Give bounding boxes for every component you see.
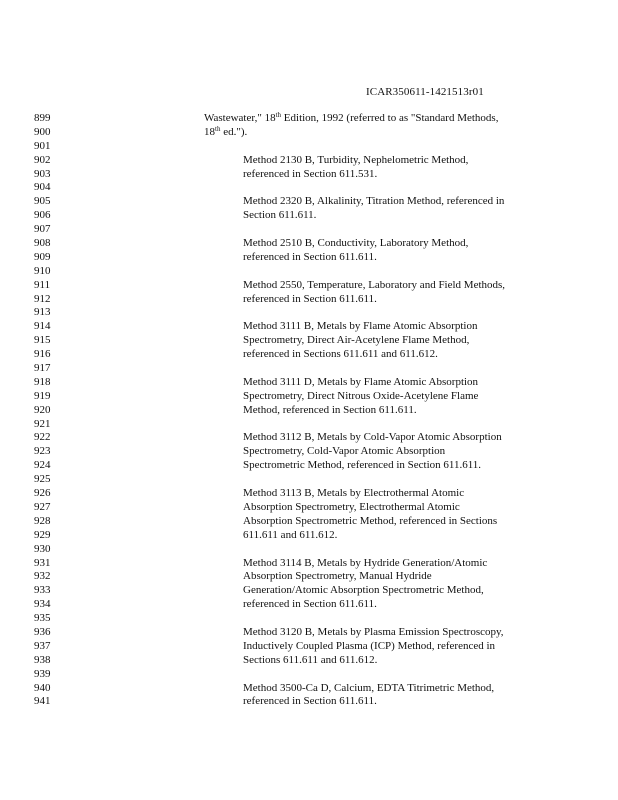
line-number: 914 bbox=[34, 320, 51, 333]
line-number: 901 bbox=[34, 139, 51, 152]
document-line bbox=[0, 168, 618, 182]
document-line bbox=[0, 640, 618, 654]
line-number: 904 bbox=[34, 181, 51, 194]
document-line bbox=[0, 654, 618, 668]
line-text: Sections 611.611 and 611.612. bbox=[243, 653, 378, 666]
document-id: ICAR350611-1421513r01 bbox=[366, 86, 484, 98]
line-number: 938 bbox=[34, 653, 51, 666]
line-text: Spectrometric Method, referenced in Section 611.611. bbox=[243, 459, 482, 472]
line-text: 18th ed."). bbox=[204, 124, 248, 138]
document-line bbox=[0, 501, 618, 515]
document-line bbox=[0, 598, 618, 612]
line-text: Method 2320 B, Alkalinity, Titration Method, referenced in bbox=[243, 195, 505, 208]
line-number: 920 bbox=[34, 403, 51, 416]
document-line bbox=[0, 223, 618, 237]
line-text: referenced in Sections 611.611 and 611.612. bbox=[243, 348, 438, 361]
line-text: Method 3112 B, Metals by Cold-Vapor Atomic Absorption bbox=[243, 431, 502, 444]
document-line bbox=[0, 265, 618, 279]
line-text: Method 3111 D, Metals by Flame Atomic Absorption bbox=[243, 375, 479, 388]
line-number: 918 bbox=[34, 375, 51, 388]
document-line bbox=[0, 181, 618, 195]
line-number: 919 bbox=[34, 389, 51, 402]
document-line bbox=[0, 320, 618, 334]
line-number: 912 bbox=[34, 292, 51, 305]
document-line bbox=[0, 126, 618, 140]
line-text: Method 2510 B, Conductivity, Laboratory Method, bbox=[243, 237, 469, 250]
line-text: referenced in Section 611.611. bbox=[243, 695, 377, 708]
line-number: 935 bbox=[34, 612, 51, 625]
line-number: 923 bbox=[34, 445, 51, 458]
line-text: Method 2550, Temperature, Laboratory and Field Methods, bbox=[243, 278, 506, 291]
line-text: referenced in Section 611.531. bbox=[243, 167, 378, 180]
line-number: 905 bbox=[34, 195, 51, 208]
document-line bbox=[0, 362, 618, 376]
document-line bbox=[0, 140, 618, 154]
line-number: 927 bbox=[34, 500, 51, 513]
document-line bbox=[0, 348, 618, 362]
line-number: 916 bbox=[34, 348, 51, 361]
line-number: 906 bbox=[34, 209, 51, 222]
document-line bbox=[0, 418, 618, 432]
document-line bbox=[0, 334, 618, 348]
line-text: referenced in Section 611.611. bbox=[243, 598, 377, 611]
document-line bbox=[0, 557, 618, 571]
line-text: Method 2130 B, Turbidity, Nephelometric Method, bbox=[243, 153, 469, 166]
line-number: 937 bbox=[34, 639, 51, 652]
line-number: 909 bbox=[34, 250, 51, 263]
document-line bbox=[0, 668, 618, 682]
line-text: Inductively Coupled Plasma (ICP) Method, referenced in bbox=[243, 639, 496, 652]
line-number: 941 bbox=[34, 695, 51, 708]
document-line bbox=[0, 543, 618, 557]
line-number: 903 bbox=[34, 167, 51, 180]
line-number: 913 bbox=[34, 306, 51, 319]
document-line bbox=[0, 390, 618, 404]
line-text: 611.611 and 611.612. bbox=[243, 528, 338, 541]
line-number: 900 bbox=[34, 125, 51, 138]
line-number: 908 bbox=[34, 237, 51, 250]
line-number: 925 bbox=[34, 473, 51, 486]
line-text: Absorption Spectrometry, Electrothermal Atomic bbox=[243, 500, 460, 513]
line-text: referenced in Section 611.611. bbox=[243, 250, 377, 263]
document-line bbox=[0, 584, 618, 598]
document-line bbox=[0, 612, 618, 626]
line-number: 917 bbox=[34, 362, 51, 375]
document-line bbox=[0, 626, 618, 640]
line-text: Generation/Atomic Absorption Spectrometric Method, bbox=[243, 584, 484, 597]
line-text: Absorption Spectrometric Method, referenced in Sections bbox=[243, 514, 498, 527]
document-line bbox=[0, 431, 618, 445]
line-text: Absorption Spectrometry, Manual Hydride bbox=[243, 570, 432, 583]
line-number: 932 bbox=[34, 570, 51, 583]
document-line bbox=[0, 293, 618, 307]
document-line bbox=[0, 473, 618, 487]
document-line bbox=[0, 237, 618, 251]
document-line bbox=[0, 487, 618, 501]
document-line bbox=[0, 682, 618, 696]
line-number: 922 bbox=[34, 431, 51, 444]
document-line bbox=[0, 279, 618, 293]
line-text: Method 3114 B, Metals by Hydride Generation/Atomic bbox=[243, 556, 488, 569]
line-text: Section 611.611. bbox=[243, 209, 317, 222]
line-number: 928 bbox=[34, 514, 51, 527]
line-text: Spectrometry, Direct Air-Acetylene Flame Method, bbox=[243, 334, 470, 347]
document-line bbox=[0, 306, 618, 320]
line-number: 907 bbox=[34, 223, 51, 236]
line-text: Spectrometry, Direct Nitrous Oxide-Acetylene Flame bbox=[243, 389, 479, 402]
document-line bbox=[0, 445, 618, 459]
line-number: 902 bbox=[34, 153, 51, 166]
line-number: 924 bbox=[34, 459, 51, 472]
line-number: 931 bbox=[34, 556, 51, 569]
document-line bbox=[0, 695, 618, 709]
line-text: Method 3113 B, Metals by Electrothermal Atomic bbox=[243, 487, 465, 500]
line-number: 934 bbox=[34, 598, 51, 611]
line-text: Method 3120 B, Metals by Plasma Emission Spectroscopy, bbox=[243, 625, 504, 638]
line-text: Method 3500-Ca D, Calcium, EDTA Titrimetric Method, bbox=[243, 681, 495, 694]
line-number: 933 bbox=[34, 584, 51, 597]
line-text: Method, referenced in Section 611.611. bbox=[243, 403, 417, 416]
line-text: Spectrometry, Cold-Vapor Atomic Absorption bbox=[243, 445, 446, 458]
line-number: 940 bbox=[34, 681, 51, 694]
line-number: 939 bbox=[34, 667, 51, 680]
document-line bbox=[0, 112, 618, 126]
line-number: 936 bbox=[34, 625, 51, 638]
line-number: 929 bbox=[34, 528, 51, 541]
line-text: Wastewater," 18th Edition, 1992 (referred to as "Standard Methods, bbox=[204, 111, 499, 124]
line-text: referenced in Section 611.611. bbox=[243, 292, 377, 305]
line-text: Method 3111 B, Metals by Flame Atomic Absorption bbox=[243, 320, 478, 333]
line-number: 921 bbox=[34, 417, 51, 430]
document-line bbox=[0, 404, 618, 418]
document-line bbox=[0, 459, 618, 473]
line-numbered-text bbox=[0, 112, 618, 709]
document-line bbox=[0, 251, 618, 265]
document-line bbox=[0, 376, 618, 390]
document-line bbox=[0, 515, 618, 529]
document-line bbox=[0, 529, 618, 543]
document-line bbox=[0, 195, 618, 209]
line-number: 899 bbox=[34, 112, 51, 124]
line-number: 926 bbox=[34, 487, 51, 500]
document-line bbox=[0, 209, 618, 223]
line-number: 911 bbox=[34, 278, 51, 291]
document-line bbox=[0, 570, 618, 584]
line-number: 910 bbox=[34, 264, 51, 277]
document-line bbox=[0, 154, 618, 168]
line-number: 930 bbox=[34, 542, 51, 555]
line-number: 915 bbox=[34, 334, 51, 347]
